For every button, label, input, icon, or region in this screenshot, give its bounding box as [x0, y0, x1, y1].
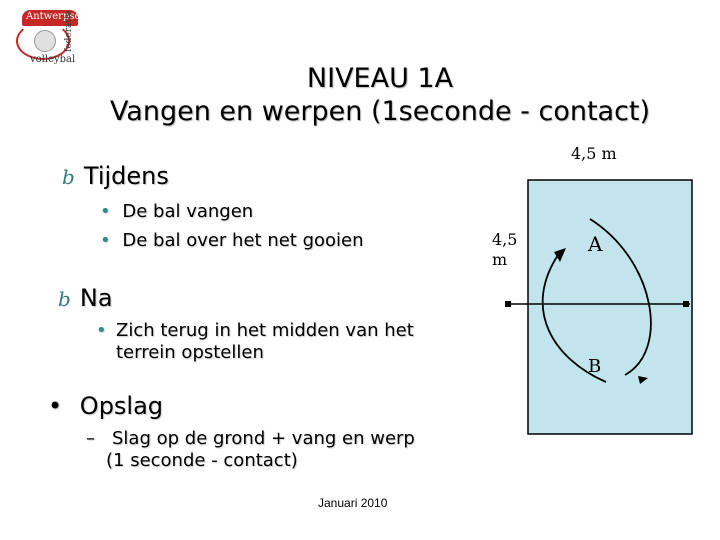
title-line-2: Vangen en werpen (1seconde - contact)	[109, 96, 651, 127]
section-opslag	[48, 392, 163, 420]
logo-bottom-text: volleybal	[30, 54, 76, 65]
player-a-label: A	[588, 232, 603, 256]
net-post-right	[683, 301, 689, 307]
court-diagram	[500, 170, 700, 440]
opslag-heading: Opslag	[79, 392, 164, 420]
net-post-left	[505, 301, 511, 307]
footer-date: Januari 2010	[318, 496, 388, 510]
section-marker: b	[58, 287, 71, 311]
section-heading-na: Na	[79, 284, 113, 312]
page-title	[0, 62, 720, 128]
section-tijdens	[62, 162, 169, 190]
opslag-marker: •	[48, 392, 63, 420]
logo-side-text: federatie	[64, 10, 74, 52]
tijdens-item-2: • De bal over het net gooien	[100, 230, 364, 251]
federation-logo	[8, 8, 86, 70]
tijdens-item-1: • De bal vangen	[100, 201, 254, 222]
title-line-1: NIVEAU 1A	[306, 63, 454, 94]
player-b-label: B	[588, 356, 602, 377]
section-marker: b	[62, 165, 75, 189]
court-width-label: 4,5 m	[571, 144, 617, 163]
section-heading-tijdens: Tijdens	[83, 162, 169, 190]
opslag-dash: –	[86, 428, 95, 449]
opslag-item: – Slag op de grond + vang en werp (1 seconde - contact)	[86, 428, 415, 471]
logo-top-text: Antwerpse	[26, 11, 81, 22]
section-na	[58, 284, 113, 312]
na-item-1: • Zich terug in het midden van het terrein opstellen	[96, 320, 414, 363]
court-depth-label: 4,5 m	[492, 230, 518, 269]
court-area	[528, 180, 692, 434]
